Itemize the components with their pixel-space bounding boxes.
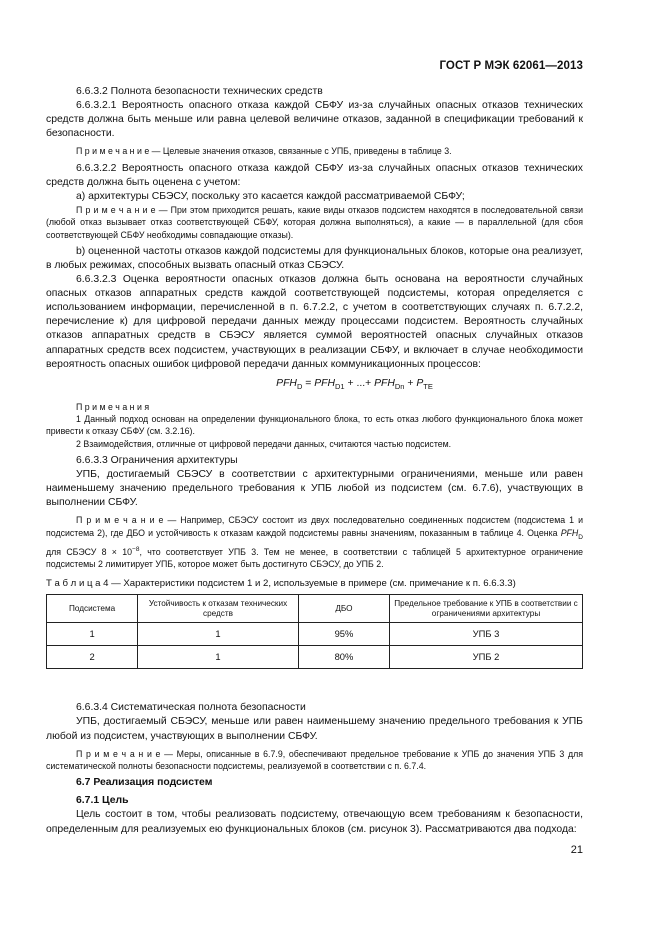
col-fault-tolerance: Устойчивость к отказам технических средств [138, 595, 299, 623]
note-item-2: 2 Взаимодействия, отличные от цифровой передачи данных, считаются частью подсистем. [76, 438, 452, 449]
col-sff: ДБО [298, 595, 389, 623]
section-heading-6-6-3-2: 6.6.3.2 Полнота безопасности технических средств [76, 86, 323, 97]
section-heading-6-7-1: 6.7.1 Цель [76, 795, 129, 807]
note-text: — При этом приходится решать, какие виды отказов подсистем находятся в последовательной связи (любой отказ вызывает отказ соответствующей СБФУ, которая должна выполняться), а какие — в параллельной (для сбоя соответствующей СБФУ необходимы совпадающие отказы). [46, 204, 583, 240]
note-2 [46, 204, 583, 241]
note-text: — Целевые значения отказов, связанные с УПБ, приведены в таблице 3. [149, 146, 452, 157]
subsystem-table [46, 594, 583, 669]
table-row: 2 1 80% УПБ 2 [47, 646, 583, 669]
note-label: П р и м е ч а н и е [76, 748, 161, 759]
paragraph-systematic: УПБ, достигаемый СБЭСУ, меньше или равен наименьшему значению предельного требования к УПБ любой из подсистем, участвующих в выполнении СБФУ. [46, 716, 583, 742]
note-item-1: 1 Данный подход основан на определении функционального блока, то есть отказ любого функционального блока может привести к отказу СБФУ (см. 3.2.16). [46, 414, 583, 437]
document-header: ГОСТ Р МЭК 62061—2013 [439, 60, 583, 72]
section-heading-6-7: 6.7 Реализация подсистем [76, 777, 213, 789]
page-body [46, 85, 583, 837]
table-header-row [47, 595, 583, 623]
page-number: 21 [570, 844, 583, 856]
note-1 [46, 145, 583, 157]
list-item-b: b) оцененной частоты отказов каждой подсистемы для функциональных блоков, которые она реализует, в любых режимах, способных вызвать опасный отказ СБЭСУ. [46, 245, 583, 271]
section-heading-6-6-3-4: 6.6.3.4 Систематическая полнота безопасности [76, 702, 306, 714]
paragraph-goal: Цель состоит в том, чтобы реализовать подсистему, отвечающую всем требованиям к безопасности, определенным для реализуемых ею функциональных блоков (см. рисунок 3). Рассматриваются два подхода: [46, 809, 583, 835]
table-row: 1 1 95% УПБ 3 [47, 623, 583, 646]
paragraph-6-6-3-2-3: 6.6.3.2.3 Оценка вероятности опасных отказов должна быть основана на вероятности случайных опасных отказов аппаратных средств каждой соответствующей подсистемы, которая определяется с использованием информации, перечисленной в п. 6.7.2.2, с учетом в соответствующих случаях п. 6.7.2.2, перечисление к) для цифровой передачи данных между процессами подсистем. Вероятность случайных отказов аппаратных средств в СБЭСУ является суммой вероятностей опасных случайных отказов аппаратных средств всех подсистем, участвующих в реализации СБФУ, и включает в случае необходимости вероятность опасных ошибок цифровой передачи данных коммуникационных процессов: [46, 274, 583, 370]
paragraph-6-6-3-2-2: 6.6.3.2.2 Вероятность опасного отказа каждой СБФУ из-за случайных опасных отказов технических средств должна быть оценена с учетом: [46, 162, 583, 188]
notes-heading: П р и м е ч а н и я [76, 401, 150, 412]
col-sil-limit: Предельное требование к УПБ в соответствии с ограничениями архитектуры [390, 595, 583, 623]
note-text: — Меры, описанные в 6.7.9, обеспечивают предельное требование к УПБ до значения УПБ 3 для систематической полноты безопасности подсистемы, реализуемой в соответствии с п. 6.7.4. [46, 748, 583, 771]
note-label: П р и м е ч а н и е [76, 204, 156, 215]
note-label: П р и м е ч а н и е [76, 146, 150, 157]
note-4 [46, 748, 583, 773]
note-3: П р и м е ч а н и е — Например, СБЭСУ состоит из двух последовательно соединенных подсистем (подсистема 1 и подсистема 2), где ДБО и устойчивость к отказам каждой подсистемы равны значениям, показанным в таблице 4. Оценка $PFH_D$ для СБЭСУ $8 \times 10^{-8}$, что соответствует УПБ 3. Тем не менее, в соответствии с таблицей 5 архитектурное ограничение подсистемы 2 лимитирует УПБ, которое может быть достигнуто СБЭСУ, до УПБ 2. [46, 515, 583, 569]
pfh-formula: $PFH_D = PFH_{D1}$ + ...+ $PFH_{Dn} + P_{TE}$ [276, 377, 433, 391]
table-caption: Т а б л и ц а 4 — Характеристики подсистем 1 и 2, используемые в примере (см. примечание к п. 6.6.3.3) [46, 578, 516, 590]
paragraph-architecture: УПБ, достигаемый СБЭСУ в соответствии с архитектурными ограничениями, меньше или равен наименьшему значению предельного требования к УПБ любой из подсистем (см. 6.7.6), участвующих в выполнении СБФУ. [46, 469, 583, 509]
note-label: П р и м е ч а н и е [76, 515, 164, 526]
paragraph-6-6-3-2-1: 6.6.3.2.1 Вероятность опасного отказа каждой СБФУ из-за случайных опасных отказов технических средств должна быть меньше или равна целевой величине отказов, заданной в спецификации требований к безопасности. [46, 100, 583, 140]
col-subsystem: Подсистема [47, 595, 138, 623]
list-item-a: а) архитектуры СБЭСУ, поскольку это касается каждой рассматриваемой СБФУ; [76, 190, 465, 202]
section-heading-6-6-3-3: 6.6.3.3 Ограничения архитектуры [76, 455, 238, 467]
